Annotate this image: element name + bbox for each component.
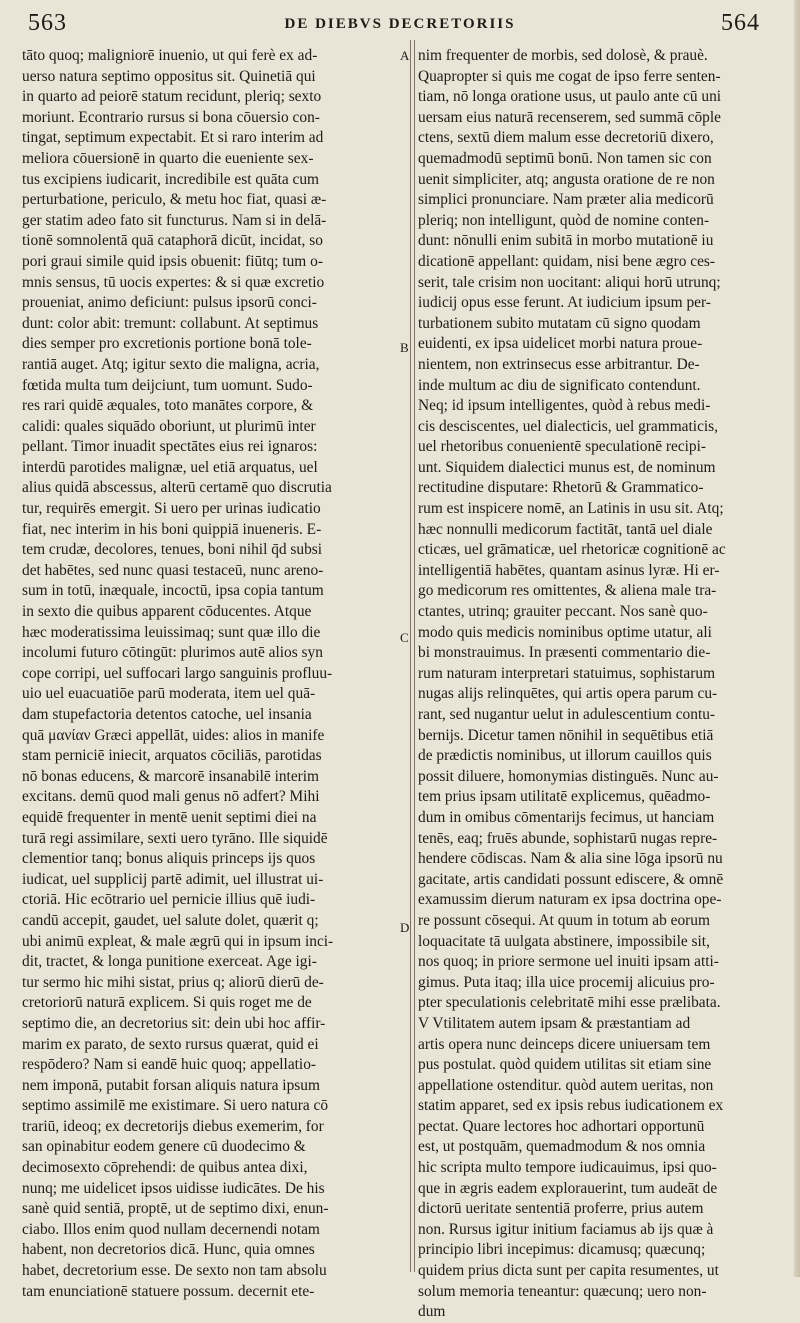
text-line: appellatione ostenditur. quòd autem ueritas, non: [418, 1076, 714, 1094]
gutter-rule-right: [414, 40, 415, 1272]
text-line: fiat, nec interim in his boni quippiā inueneris. E-: [22, 520, 322, 538]
text-line: euidenti, ex ipsa uidelicet morbi natura proue-: [418, 335, 703, 353]
text-line: bernijs. Dicetur tamen nōnihil in sequētibus etiā: [418, 726, 714, 744]
left-page-number: 563: [28, 10, 67, 36]
text-line: tiam, nō longa oratione usus, ut paulo ante cū uni: [418, 88, 722, 106]
margin-letter-c: C: [400, 630, 409, 645]
text-line: dit, tractet, & longa punitione exerceat. Age igi-: [22, 953, 317, 971]
text-line: tenēs, eaq; fruēs abunde, sophistarū nugas repre-: [418, 829, 718, 847]
text-line: cope corripi, uel suffocari largo sanguinis profluu-: [22, 664, 333, 682]
text-line: dum: [418, 1303, 446, 1321]
right-page-number: 564: [721, 10, 760, 36]
text-line: tionē somnolentā quā cataphorā dicūt, incidat, so: [22, 232, 323, 250]
text-line: nem imponā, putabit forsan aliquis natura ipsum: [22, 1076, 320, 1094]
text-line: uio uel euacuatiōe parū moderata, item uel quā-: [22, 685, 316, 703]
text-line: iudicij opus esse ferunt. At iudicium ipsum per-: [418, 294, 711, 312]
text-line: dunt: nōnulli enim subitā in morbo mutationē iu: [418, 232, 714, 250]
text-line: possit diluere, homonymias distinguēs. Nunc au-: [418, 767, 719, 785]
text-line: marim ex parato, de sexto rursus quærat, quid ei: [22, 1035, 319, 1053]
text-line: Neq; id ipsum intelligentes, quòd à rebus medi-: [418, 397, 711, 415]
text-line: in quarto ad peiorē statum recidunt, pleriq; sexto: [22, 88, 322, 106]
text-line: artis opera nunc deinceps dicere uniuersam tem: [418, 1035, 711, 1053]
text-line: tur sermo hic mihi sistat, prius q; aliorū dierū de-: [22, 973, 324, 991]
text-line: que in ægris eadem explorauerint, tum audeāt de: [418, 1179, 718, 1197]
text-line: respōdero? Nam si eandē huic quoq; appellatio-: [22, 1056, 317, 1074]
text-line: res rari quidē æquales, toto manātes corpore, &: [22, 397, 314, 415]
text-line: hic scripta multo tempore iudicauimus, ipsi quo-: [418, 1159, 717, 1177]
text-line: sanè quid sentiā, proptē, ut de septimo dixi, enun-: [22, 1200, 329, 1218]
text-line: tāto quoq; maligniorē inuenio, ut qui ferè ex ad-: [22, 47, 318, 64]
text-line: uerso natura septimo oppositus sit. Quinetiā qui: [22, 67, 316, 85]
text-line: tus excipiens iudicarit, incredibile est quāta cum: [22, 170, 320, 188]
text-line: dunt: color abit: tremunt: collabunt. At septimus: [22, 314, 319, 332]
text-line: septimo assimilē me existimare. Si uero natura cō: [22, 1097, 329, 1115]
text-line: bi monstrauimus. In præsenti commentario die-: [418, 644, 711, 662]
text-line: quidem prius dicta sunt per capita resumentes, ut: [418, 1262, 719, 1280]
text-line: dam stupefactoria detentos catoche, uel insania: [22, 706, 312, 723]
text-line: hendere cōdiscas. Nam & alia sine lōga ipsorū nu: [418, 850, 723, 868]
text-line: turbationem subito mutatam cū signo quodam: [418, 314, 701, 332]
page-edge: [794, 0, 800, 1277]
margin-letter-d: D: [400, 920, 410, 935]
text-line: iudicat, uel supplicij partē adimit, uel illustrat ui-: [22, 870, 324, 888]
text-line: go medicorum res omittentes, & aliena male tra-: [418, 582, 717, 600]
text-line: rum est inspicere nomē, an Latinis in usu sit. Atq;: [418, 500, 724, 518]
text-line: in sexto die quibus apparent cōducentes. Atque: [22, 603, 312, 621]
text-line: moriunt. Econtrario rursus si bona cōuersio con-: [22, 108, 320, 126]
text-line: non. Rursus igitur initium faciamus ab ijs quæ à: [418, 1220, 714, 1238]
text-line: re possunt cōsequi. At quum in totum ab eorum: [418, 911, 710, 929]
text-line: nos quoq; in priore sermone uel inuiti ipsam atti-: [418, 953, 719, 971]
text-line: examussim dierum naturam ex ipsa doctrina ope-: [418, 891, 722, 909]
text-line: incolumi futuro cōtingūt: plurimos autē alios syn: [22, 644, 323, 662]
text-line: est, ut postquām, quemadmodum & nos omnia: [418, 1138, 706, 1156]
text-line: nim frequenter de morbis, sed dolosè, & prauè.: [418, 47, 708, 64]
text-line: uersam eius naturā recenserem, sed summā cōple: [418, 108, 721, 126]
text-line: tem prius ipsam utilitatē explicemus, quēadmo-: [418, 788, 711, 806]
text-line: nunq; me uidelicet ipsos uidisse iudicātes. De his: [22, 1179, 325, 1197]
text-line: dictorū ueritate sententiā proferre, prius autem: [418, 1200, 704, 1218]
text-line: pectat. Quare lectores hoc adhortari opportunū: [418, 1117, 705, 1135]
text-line: tingat, septimum expectabit. Et si raro interim ad: [22, 129, 324, 147]
text-line: san opinabitur eodem genere cū duodecimo &: [22, 1138, 306, 1156]
text-line: pori graui simile quid ipsis obuenit: fiūtq; tum o-: [22, 252, 323, 270]
text-line: rectitudine disputare: Rhetorū & Grammatico-: [418, 479, 704, 497]
text-line: tur, requirēs emergit. Si uero per urinas iudicatio: [22, 500, 321, 518]
left-text-column: [22, 46, 396, 1302]
right-text-column: [418, 46, 780, 1323]
margin-letter-a: A: [400, 48, 410, 63]
text-line: statim apparet, sed ex ipsis rebus iudicationem ex: [418, 1097, 724, 1115]
gutter-rule-left: [410, 40, 411, 1272]
text-line: clementior tanq; bonus aliquis princeps ijs quos: [22, 850, 316, 868]
text-line: cticæs, uel grāmaticæ, uel rhetoricæ cognitionē ac: [418, 541, 726, 559]
text-line: rantiā auget. Atq; igitur sexto die maligna, acria,: [22, 355, 320, 373]
text-line: tam enunciationē statuere possum. decernit ete-: [22, 1282, 315, 1300]
text-line: dum in omibus cōmentarijs fecimus, ut hanciam: [418, 808, 715, 826]
text-line: simplici pronunciare. Nam præter alia medicorū: [418, 191, 714, 209]
text-line: serit, tale crisim non uocitant: aliqui horū utrunq;: [418, 273, 721, 291]
text-line: equidē frequenter in mentē uenit septimi diei na: [22, 808, 317, 826]
text-line: solum memoria teneantur: quæcunq; uero non-: [418, 1282, 707, 1300]
text-line: quā μανίαν Græci appellāt, uides: alios in manife: [22, 726, 325, 744]
page-header: [0, 10, 800, 40]
text-line: nugas alijs relinquētes, qui artis opera parum cu-: [418, 685, 718, 703]
margin-letter-b: B: [400, 340, 409, 355]
text-line: det habētes, sed nunc quasi testaceū, nunc areno-: [22, 561, 324, 579]
text-line: nō bonas educens, & marcorē insanabilē interim: [22, 767, 320, 785]
text-line: pter speculationis celebritatē mihi esse prælibata.: [418, 994, 721, 1012]
text-line: rant, sed nugantur uelut in adulescentium contu-: [418, 706, 716, 723]
text-line: principio libri incepimus: dicamusq; quæcunq;: [418, 1241, 706, 1259]
text-line: decimosexto cōprehendi: de quibus antea dixi,: [22, 1159, 308, 1177]
running-title: DE DIEBVS DECRETORIIS: [284, 16, 516, 32]
text-line: ger statim adeo fato sit functurus. Nam si in delā-: [22, 211, 327, 229]
text-line: V Vtilitatem autem ipsam & præstantiam ad: [418, 1014, 691, 1032]
text-line: turā regi assimilare, sexti uero tyrāno. Ille siquidē: [22, 829, 328, 847]
text-line: pleriq; non intelligunt, quòd de nomine conten-: [418, 211, 710, 229]
text-line: hæc moderatissima leuissimaq; sunt quæ illo die: [22, 623, 321, 641]
text-line: ctantes, utrinq; grauiter peccant. Nos sanè quo-: [418, 603, 708, 621]
text-line: fœtida multa tum deijciunt, tum uomunt. Sudo-: [22, 376, 313, 394]
text-line: Quapropter si quis me cogat de ipso ferre senten-: [418, 67, 721, 85]
text-line: quemadmodū septimū bonū. Non tamen sic con: [418, 149, 712, 167]
text-line: dies semper pro excretionis portione bonā tole-: [22, 335, 312, 353]
text-line: cretoriorū naturā explicem. Si quis roget me de: [22, 994, 312, 1012]
text-line: de prædictis nominibus, ut illorum cauillos quis: [418, 747, 712, 765]
text-line: tem crudæ, decolores, tenues, boni nihil q̄d subsi: [22, 541, 323, 559]
text-line: calidi: quales siquādo oboriunt, ut plurimū inter: [22, 417, 316, 435]
text-line: cis desciscentes, uel dialecticis, uel grammaticis,: [418, 417, 719, 435]
text-line: modo quis medicis nominibus optime utatur, ali: [418, 623, 712, 641]
text-line: alius quidā abscessus, alterū certamē quo discrutia: [22, 479, 332, 497]
text-line: mnis sensus, tū uocis expertes: & si quæ excretio: [22, 273, 325, 291]
text-line: ctens, sextū diem malum esse decretoriū dixero,: [418, 129, 714, 147]
text-line: nientem, non extrinsecus esse arbitrantur. De-: [418, 355, 700, 373]
text-line: unt. Siquidem dialectici munus est, de nominum: [418, 458, 716, 476]
text-line: ctoriā. Hic ecōtrario uel pernicie illius quē iudi-: [22, 891, 316, 909]
text-line: habent, non decretorios dicā. Hunc, quia omnes: [22, 1241, 315, 1259]
text-line: uel rhetoribus conuenientē speculationē recipi-: [418, 438, 707, 456]
text-line: loquacitate tā uulgata abstinere, impossibile sit,: [418, 932, 710, 950]
text-line: inde multum ac diu de significato contendunt.: [418, 376, 701, 394]
text-line: ubi animū expleat, & male ægrū qui in ipsum inci-: [22, 932, 334, 950]
text-line: septimo die, an decretorius sit: dein ubi hoc affir-: [22, 1014, 326, 1032]
text-line: habet, decretorium esse. De sexto non tam absolu: [22, 1262, 327, 1280]
text-line: dicationē appellant: quidam, nisi bene ægro ces-: [418, 252, 716, 270]
text-line: perturbatione, periculo, & metu hoc fiat, quasi æ-: [22, 191, 327, 209]
text-line: pus postulat. quòd quidem utilitas sit etiam sine: [418, 1056, 712, 1074]
text-line: gimus. Puta itaq; illa uice procemij alicuius pro-: [418, 973, 715, 991]
text-line: trariū, ideoq; ex decretorijs diebus exemerim, for: [22, 1117, 324, 1135]
text-line: excitans. demū quod mali genus nō adfert? Mihi: [22, 788, 320, 806]
text-line: ciabo. Illos enim quod nullam decernendi notam: [22, 1220, 320, 1238]
text-line: stam perniciē iniecit, arquatos cōciliās, parotidas: [22, 747, 322, 765]
text-line: hæc nonnulli medicorum factitāt, tantā uel diale: [418, 520, 713, 538]
text-line: candū accepit, gaudet, uel salute dolet, quærit q;: [22, 911, 319, 929]
text-line: gacitate, artis candidati possunt ediscere, & omnē: [418, 870, 724, 888]
text-line: uenit simpliciter, atq; angusta oratione de re non: [418, 170, 715, 188]
text-line: interdū parotides malignæ, uel etiā arquatus, uel: [22, 458, 318, 476]
text-line: rum naturam interpretari statuimus, sophistarum: [418, 664, 716, 682]
text-line: proueniat, animo deficiunt: pulsus ipsorū conci-: [22, 294, 317, 312]
text-line: sum in totū, inæquale, incoctū, ipsa copia tantum: [22, 582, 324, 600]
text-line: pellant. Timor inuadit spectātes eius rei ignaros:: [22, 438, 318, 456]
text-line: meliora cōuersionē in quarto die eueniente sex-: [22, 149, 314, 167]
text-line: intelligentiā habētes, quantam asinus lyræ. Hi er-: [418, 561, 720, 579]
